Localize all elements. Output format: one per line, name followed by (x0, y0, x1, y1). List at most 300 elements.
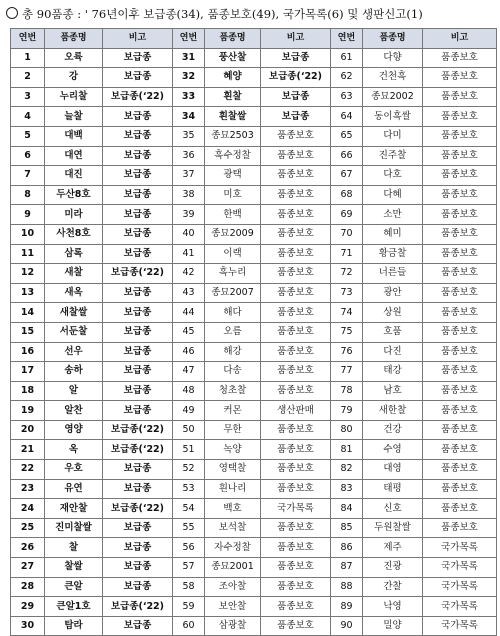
cell-no: 49 (173, 401, 205, 421)
variety-table (10, 28, 497, 636)
cell-variety: 건천흑 (363, 68, 423, 88)
cell-no: 9 (11, 205, 45, 225)
cell-note: 품종보호 (261, 479, 331, 499)
cell-no: 20 (11, 420, 45, 440)
cell-variety: 옥 (45, 440, 103, 460)
cell-note: 품종보호 (261, 283, 331, 303)
cell-note: 품종보호 (261, 558, 331, 578)
cell-no: 73 (331, 283, 363, 303)
table-row (11, 244, 497, 264)
cell-variety: 수영 (363, 440, 423, 460)
cell-note: 품종보호 (423, 381, 497, 401)
cell-variety: 낙영 (363, 597, 423, 617)
cell-no: 68 (331, 185, 363, 205)
cell-note: 품종보호 (423, 518, 497, 538)
cell-note: 보급종 (103, 479, 173, 499)
cell-note: 품종보호 (261, 538, 331, 558)
cell-note: 보급종 (103, 205, 173, 225)
table-row (11, 48, 497, 68)
cell-variety: 호품 (363, 322, 423, 342)
cell-note: 품종보호 (423, 342, 497, 362)
cell-no: 61 (331, 48, 363, 68)
table-row (11, 460, 497, 480)
cell-variety: 종묘2503 (205, 126, 261, 146)
cell-note: 국가목록 (423, 558, 497, 578)
table-row (11, 616, 497, 636)
cell-no: 19 (11, 401, 45, 421)
cell-variety: 다혜 (363, 185, 423, 205)
cell-no: 44 (173, 303, 205, 323)
cell-variety: 대백 (45, 126, 103, 146)
cell-no: 6 (11, 146, 45, 166)
table-row (11, 518, 497, 538)
cell-variety: 오륙 (45, 48, 103, 68)
cell-no: 38 (173, 185, 205, 205)
cell-note: 보급종 (103, 146, 173, 166)
cell-variety: 큰알 (45, 577, 103, 597)
table-row (11, 205, 497, 225)
cell-note: 보급종 (261, 107, 331, 127)
cell-no: 81 (331, 440, 363, 460)
table-row (11, 224, 497, 244)
cell-no: 87 (331, 558, 363, 578)
cell-no: 52 (173, 460, 205, 480)
cell-note: 보급종(‘22) (103, 597, 173, 617)
cell-note: 품종보호 (261, 303, 331, 323)
cell-variety: 혜미 (363, 224, 423, 244)
cell-no: 37 (173, 166, 205, 186)
cell-no: 72 (331, 264, 363, 284)
cell-variety: 알찬 (45, 401, 103, 421)
cell-note: 보급종 (103, 362, 173, 382)
cell-variety: 두산8호 (45, 185, 103, 205)
cell-variety: 새옥 (45, 283, 103, 303)
cell-note: 품종보호 (261, 460, 331, 480)
cell-no: 1 (11, 48, 45, 68)
cell-variety: 이랙 (205, 244, 261, 264)
cell-note: 보급종 (103, 48, 173, 68)
cell-note: 보급종(‘22) (103, 264, 173, 284)
cell-no: 41 (173, 244, 205, 264)
cell-note: 보급종 (103, 381, 173, 401)
cell-variety: 보안찰 (205, 597, 261, 617)
cell-variety: 너른들 (363, 264, 423, 284)
cell-note: 품종보호 (423, 107, 497, 127)
circle-bullet-icon (6, 7, 18, 19)
cell-note: 품종보호 (261, 146, 331, 166)
cell-variety: 혜양 (205, 68, 261, 88)
cell-note: 품종보호 (423, 205, 497, 225)
cell-note: 품종보호 (261, 518, 331, 538)
cell-note: 품종보호 (261, 205, 331, 225)
cell-note: 품종보호 (423, 244, 497, 264)
table-row (11, 381, 497, 401)
cell-note: 품종보호 (423, 362, 497, 382)
cell-variety: 종묘2001 (205, 558, 261, 578)
cell-note: 품종보호 (423, 499, 497, 519)
cell-variety: 한백 (205, 205, 261, 225)
cell-no: 36 (173, 146, 205, 166)
cell-variety: 강 (45, 68, 103, 88)
cell-variety: 무한 (205, 420, 261, 440)
cell-variety: 흑수정찰 (205, 146, 261, 166)
cell-note: 품종보호 (423, 479, 497, 499)
cell-variety: 보석찰 (205, 518, 261, 538)
cell-no: 76 (331, 342, 363, 362)
cell-variety: 남호 (363, 381, 423, 401)
cell-no: 90 (331, 616, 363, 636)
cell-no: 3 (11, 87, 45, 107)
table-row (11, 283, 497, 303)
cell-variety: 자수정찰 (205, 538, 261, 558)
cell-note: 품종보호 (261, 244, 331, 264)
cell-variety: 흰찰쌀 (205, 107, 261, 127)
cell-note: 보급종 (103, 303, 173, 323)
table-row (11, 146, 497, 166)
cell-no: 89 (331, 597, 363, 617)
cell-no: 2 (11, 68, 45, 88)
cell-no: 27 (11, 558, 45, 578)
cell-note: 보급종 (103, 460, 173, 480)
cell-note: 품종보호 (261, 126, 331, 146)
cell-no: 4 (11, 107, 45, 127)
cell-no: 5 (11, 126, 45, 146)
cell-note: 품종보호 (423, 264, 497, 284)
cell-no: 79 (331, 401, 363, 421)
cell-note: 품종보호 (423, 283, 497, 303)
cell-no: 23 (11, 479, 45, 499)
cell-note: 보급종 (261, 48, 331, 68)
cell-note: 보급종(‘22) (103, 499, 173, 519)
cell-note: 보급종 (261, 87, 331, 107)
cell-variety: 녹양 (205, 440, 261, 460)
cell-no: 54 (173, 499, 205, 519)
table-row (11, 577, 497, 597)
cell-note: 보급종 (103, 518, 173, 538)
table-row (11, 558, 497, 578)
cell-note: 보급종 (103, 126, 173, 146)
table-row (11, 87, 497, 107)
cell-no: 64 (331, 107, 363, 127)
cell-no: 15 (11, 322, 45, 342)
table-row (11, 499, 497, 519)
cell-no: 35 (173, 126, 205, 146)
cell-variety: 새한찰 (363, 401, 423, 421)
cell-no: 50 (173, 420, 205, 440)
table-row (11, 420, 497, 440)
cell-variety: 흰나리 (205, 479, 261, 499)
cell-variety: 대연 (45, 146, 103, 166)
cell-variety: 사천8호 (45, 224, 103, 244)
cell-variety: 다진 (363, 342, 423, 362)
cell-note: 국가목록 (423, 577, 497, 597)
cell-no: 43 (173, 283, 205, 303)
cell-variety: 송하 (45, 362, 103, 382)
cell-no: 75 (331, 322, 363, 342)
cell-note: 국가목록 (423, 616, 497, 636)
cell-variety: 영택찰 (205, 460, 261, 480)
cell-no: 66 (331, 146, 363, 166)
table-header-row (11, 29, 497, 49)
cell-note: 품종보호 (423, 185, 497, 205)
header-variety-2: 품종명 (205, 29, 261, 49)
cell-note: 보급종 (103, 107, 173, 127)
cell-variety: 우호 (45, 460, 103, 480)
table-row (11, 107, 497, 127)
cell-no: 56 (173, 538, 205, 558)
cell-variety: 풍산찰 (205, 48, 261, 68)
cell-no: 88 (331, 577, 363, 597)
cell-variety: 유연 (45, 479, 103, 499)
cell-variety: 서둔찰 (45, 322, 103, 342)
title-text: 총 90품종 : ' 76년이후 보급종(34), 품종보호(49), 국가목록(6) 및 생판신고(1) (22, 7, 423, 21)
cell-variety: 삼광찰 (205, 616, 261, 636)
cell-no: 7 (11, 166, 45, 186)
cell-variety: 새찰쌀 (45, 303, 103, 323)
cell-no: 12 (11, 264, 45, 284)
cell-no: 48 (173, 381, 205, 401)
cell-variety: 조아찰 (205, 577, 261, 597)
cell-note: 품종보호 (261, 381, 331, 401)
cell-no: 39 (173, 205, 205, 225)
cell-note: 품종보호 (261, 577, 331, 597)
cell-variety: 광안 (363, 283, 423, 303)
cell-no: 77 (331, 362, 363, 382)
header-note-2: 비고 (261, 29, 331, 49)
cell-no: 53 (173, 479, 205, 499)
header-variety-1: 품종명 (45, 29, 103, 49)
cell-note: 품종보호 (423, 420, 497, 440)
cell-variety: 태평 (363, 479, 423, 499)
cell-variety: 진광 (363, 558, 423, 578)
cell-note: 보급종 (103, 283, 173, 303)
cell-variety: 건강 (363, 420, 423, 440)
table-row (11, 185, 497, 205)
cell-no: 26 (11, 538, 45, 558)
cell-no: 58 (173, 577, 205, 597)
table-row (11, 303, 497, 323)
cell-variety: 삼록 (45, 244, 103, 264)
cell-note: 보급종 (103, 616, 173, 636)
cell-no: 55 (173, 518, 205, 538)
cell-note: 품종보호 (261, 440, 331, 460)
cell-no: 34 (173, 107, 205, 127)
cell-note: 품종보호 (423, 460, 497, 480)
table-row (11, 401, 497, 421)
cell-no: 47 (173, 362, 205, 382)
cell-note: 품종보호 (261, 322, 331, 342)
table-row (11, 362, 497, 382)
cell-variety: 종묘2002 (363, 87, 423, 107)
cell-no: 51 (173, 440, 205, 460)
cell-note: 보급종 (103, 401, 173, 421)
cell-variety: 큰알1호 (45, 597, 103, 617)
cell-variety: 태강 (363, 362, 423, 382)
cell-variety: 청초찰 (205, 381, 261, 401)
cell-variety: 알 (45, 381, 103, 401)
cell-variety: 흑누리 (205, 264, 261, 284)
cell-variety: 진미찰쌀 (45, 518, 103, 538)
cell-no: 65 (331, 126, 363, 146)
cell-note: 보급종 (103, 224, 173, 244)
table-row (11, 440, 497, 460)
cell-variety: 영양 (45, 420, 103, 440)
cell-variety: 소만 (363, 205, 423, 225)
cell-note: 보급종(‘22) (103, 440, 173, 460)
cell-note: 품종보호 (261, 166, 331, 186)
header-no-2: 연번 (173, 29, 205, 49)
table-row (11, 264, 497, 284)
cell-note: 품종보호 (423, 303, 497, 323)
cell-variety: 재안찰 (45, 499, 103, 519)
cell-no: 28 (11, 577, 45, 597)
cell-variety: 오름 (205, 322, 261, 342)
cell-variety: 간찰 (363, 577, 423, 597)
cell-variety: 진주찰 (363, 146, 423, 166)
cell-no: 25 (11, 518, 45, 538)
cell-note: 품종보호 (423, 166, 497, 186)
cell-no: 32 (173, 68, 205, 88)
cell-variety: 새찰 (45, 264, 103, 284)
cell-no: 45 (173, 322, 205, 342)
cell-note: 품종보호 (261, 616, 331, 636)
cell-note: 보급종(‘22) (103, 420, 173, 440)
cell-note: 품종보호 (423, 68, 497, 88)
cell-note: 품종보호 (261, 342, 331, 362)
cell-no: 46 (173, 342, 205, 362)
cell-variety: 제주 (363, 538, 423, 558)
cell-no: 33 (173, 87, 205, 107)
cell-note: 국가목록 (423, 597, 497, 617)
cell-note: 보급종 (103, 577, 173, 597)
cell-variety: 상원 (363, 303, 423, 323)
cell-no: 18 (11, 381, 45, 401)
cell-note: 품종보호 (423, 87, 497, 107)
cell-note: 보급종 (103, 68, 173, 88)
cell-variety: 누리찰 (45, 87, 103, 107)
cell-no: 60 (173, 616, 205, 636)
table-body (11, 48, 497, 636)
cell-no: 78 (331, 381, 363, 401)
cell-note: 생산판매 (261, 401, 331, 421)
cell-note: 품종보호 (261, 264, 331, 284)
cell-no: 8 (11, 185, 45, 205)
table-row (11, 166, 497, 186)
cell-note: 국가목록 (423, 538, 497, 558)
cell-variety: 대영 (363, 460, 423, 480)
cell-variety: 다송 (205, 362, 261, 382)
cell-note: 품종보호 (261, 224, 331, 244)
cell-variety: 밀양 (363, 616, 423, 636)
cell-variety: 미라 (45, 205, 103, 225)
cell-no: 17 (11, 362, 45, 382)
cell-no: 21 (11, 440, 45, 460)
table-row (11, 597, 497, 617)
cell-no: 80 (331, 420, 363, 440)
cell-no: 63 (331, 87, 363, 107)
cell-no: 70 (331, 224, 363, 244)
table-row (11, 322, 497, 342)
cell-variety: 찰쌀 (45, 558, 103, 578)
cell-note: 보급종 (103, 244, 173, 264)
cell-note: 품종보호 (423, 146, 497, 166)
cell-variety: 백호 (205, 499, 261, 519)
cell-note: 보급종 (103, 185, 173, 205)
cell-note: 품종보호 (423, 401, 497, 421)
cell-no: 84 (331, 499, 363, 519)
header-note-3: 비고 (423, 29, 497, 49)
cell-no: 42 (173, 264, 205, 284)
cell-variety: 황금찰 (363, 244, 423, 264)
cell-variety: 커몬 (205, 401, 261, 421)
cell-variety: 찰 (45, 538, 103, 558)
cell-note: 품종보호 (423, 48, 497, 68)
cell-note: 보급종(‘22) (103, 87, 173, 107)
cell-no: 59 (173, 597, 205, 617)
cell-no: 13 (11, 283, 45, 303)
header-note-1: 비고 (103, 29, 173, 49)
cell-variety: 선우 (45, 342, 103, 362)
cell-no: 31 (173, 48, 205, 68)
cell-variety: 해강 (205, 342, 261, 362)
cell-note: 보급종 (103, 166, 173, 186)
cell-note: 품종보호 (261, 362, 331, 382)
cell-no: 29 (11, 597, 45, 617)
cell-variety: 늘찰 (45, 107, 103, 127)
header-no-1: 연번 (11, 29, 45, 49)
cell-variety: 다호 (363, 166, 423, 186)
cell-note: 국가목록 (261, 499, 331, 519)
table-row (11, 342, 497, 362)
cell-note: 품종보호 (423, 126, 497, 146)
cell-variety: 다향 (363, 48, 423, 68)
cell-variety: 동이흑쌀 (363, 107, 423, 127)
cell-note: 보급종 (103, 538, 173, 558)
cell-note: 보급종 (103, 342, 173, 362)
cell-variety: 흰찰 (205, 87, 261, 107)
cell-no: 24 (11, 499, 45, 519)
table-row (11, 68, 497, 88)
cell-note: 품종보호 (261, 185, 331, 205)
cell-variety: 탐라 (45, 616, 103, 636)
cell-no: 67 (331, 166, 363, 186)
cell-variety: 종묘2009 (205, 224, 261, 244)
cell-no: 62 (331, 68, 363, 88)
cell-variety: 광택 (205, 166, 261, 186)
cell-no: 14 (11, 303, 45, 323)
cell-note: 보급종(‘22) (261, 68, 331, 88)
cell-no: 82 (331, 460, 363, 480)
header-variety-3: 품종명 (363, 29, 423, 49)
cell-variety: 해다 (205, 303, 261, 323)
cell-note: 품종보호 (423, 224, 497, 244)
cell-note: 품종보호 (261, 420, 331, 440)
header-no-3: 연번 (331, 29, 363, 49)
cell-note: 보급종 (103, 558, 173, 578)
cell-no: 74 (331, 303, 363, 323)
cell-no: 86 (331, 538, 363, 558)
document-title (6, 4, 496, 24)
table-row (11, 479, 497, 499)
cell-no: 69 (331, 205, 363, 225)
cell-variety: 두원찰쌀 (363, 518, 423, 538)
table-row (11, 126, 497, 146)
cell-no: 83 (331, 479, 363, 499)
cell-variety: 신호 (363, 499, 423, 519)
cell-no: 71 (331, 244, 363, 264)
cell-variety: 다미 (363, 126, 423, 146)
cell-no: 57 (173, 558, 205, 578)
